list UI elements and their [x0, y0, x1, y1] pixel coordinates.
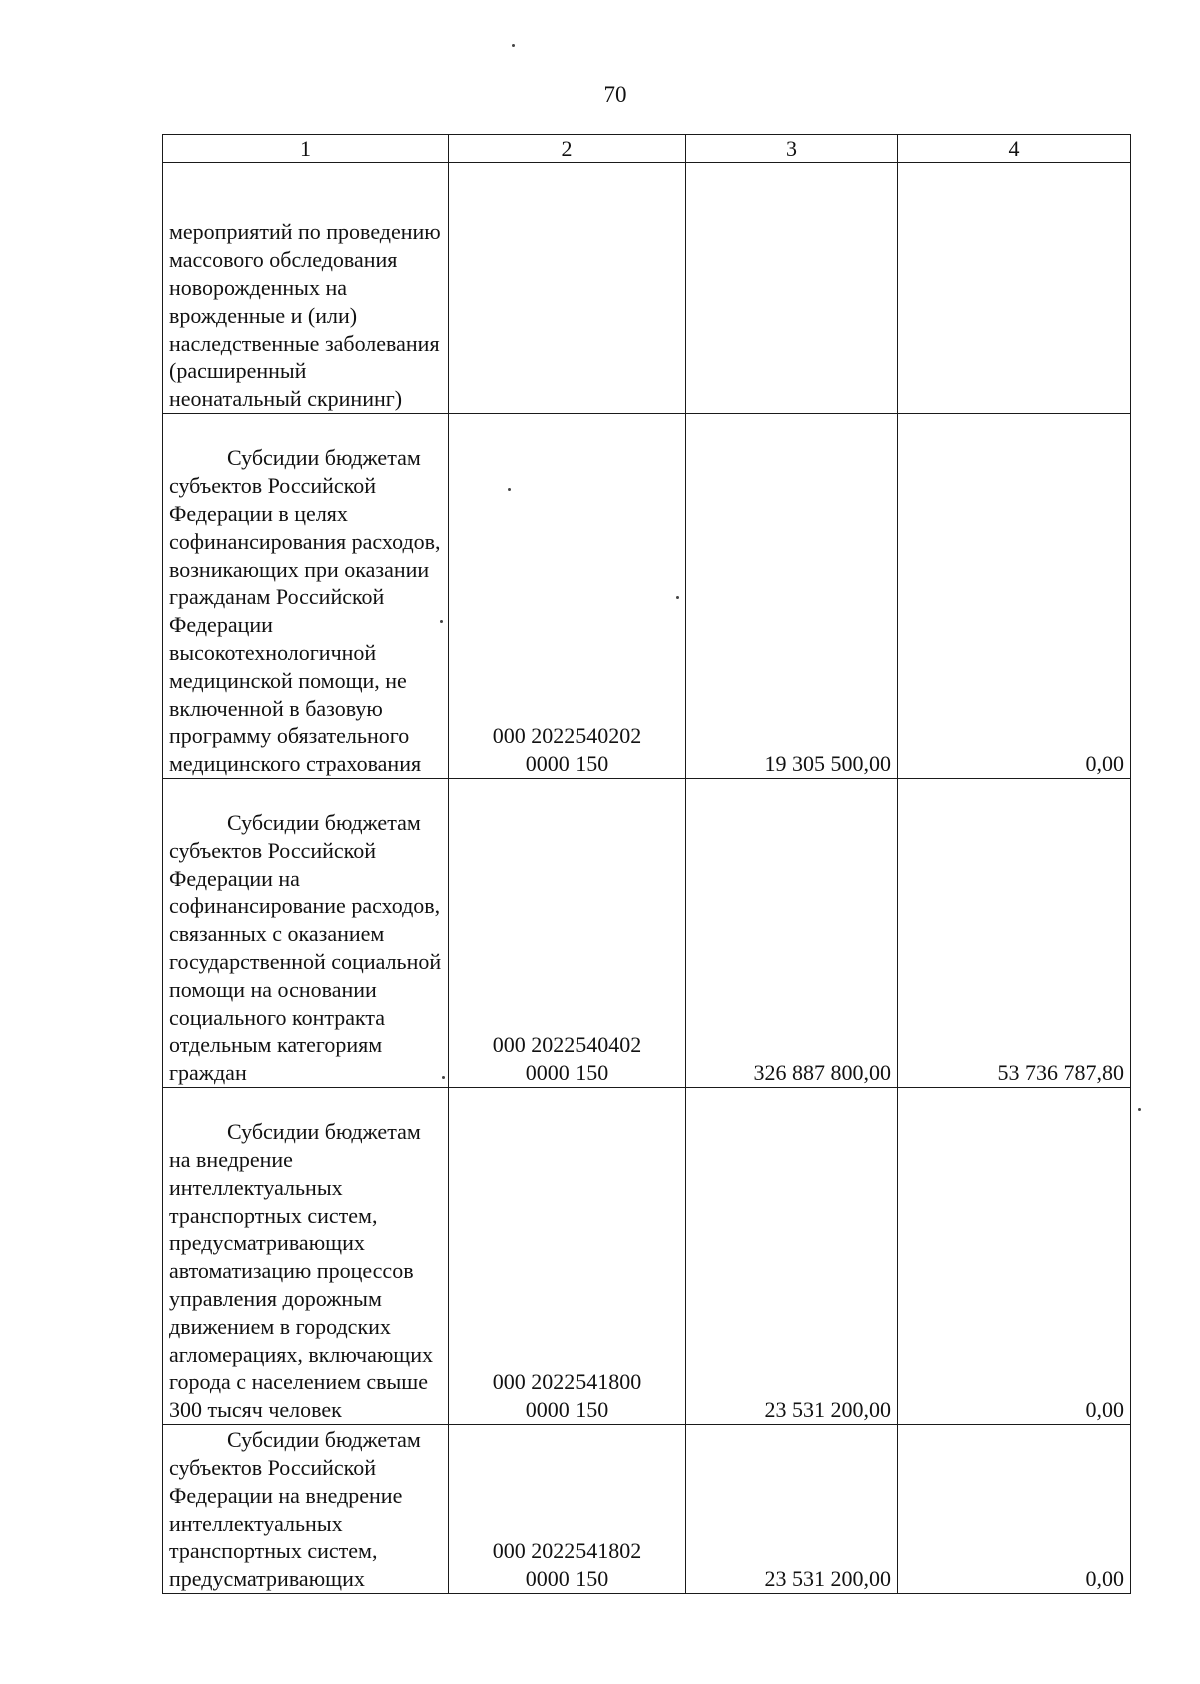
table-row — [163, 163, 1131, 414]
row-name-cell — [163, 1088, 449, 1425]
row-code-cell — [449, 163, 686, 414]
row-value3: 19 305 500,00 — [686, 414, 898, 779]
row-name: Субсидии бюджетам субъектов Российской Федерации на софинансирование расходов, связанных с оказанием государственной социальной помощи на основании социального контракта отдельным категориям граждан — [169, 810, 442, 1086]
scan-speck — [1138, 1108, 1141, 1111]
row-name: Субсидии бюджетам на внедрение интеллектуальных транспортных систем, предусматривающих автоматизацию процессов управления дорожным движением в городских агломерациях, включающих города с населением свыше 300 тысяч человек — [169, 1119, 433, 1423]
row-name-cell — [163, 414, 449, 779]
scan-speck — [676, 596, 679, 599]
row-value3 — [686, 163, 898, 414]
row-code-line1: 000 2022540402 — [492, 1032, 642, 1058]
row-code-line1: 000 2022541800 — [492, 1369, 642, 1395]
column-header-1: 1 — [163, 135, 449, 163]
column-header-3: 3 — [686, 135, 898, 163]
row-code-cell — [449, 1425, 686, 1594]
budget-table — [162, 134, 1131, 1594]
row-code-cell — [449, 1088, 686, 1425]
row-name-cell — [163, 163, 449, 414]
row-value3: 23 531 200,00 — [686, 1425, 898, 1594]
table-row — [163, 414, 1131, 779]
row-code-line2: 0000 150 — [525, 1397, 609, 1423]
row-value4 — [898, 163, 1131, 414]
table-header-row — [163, 135, 1131, 163]
row-name: Субсидии бюджетам субъектов Российской Федерации на внедрение интеллектуальных транспортных систем, предусматривающих — [169, 1427, 421, 1592]
row-code-cell — [449, 414, 686, 779]
row-value4: 0,00 — [898, 1425, 1131, 1594]
scan-speck — [440, 620, 443, 623]
row-value4: 0,00 — [898, 414, 1131, 779]
row-code-line2: 0000 150 — [525, 751, 609, 777]
row-code-line2: 0000 150 — [525, 1566, 609, 1592]
row-code-cell — [449, 779, 686, 1088]
column-header-2: 2 — [449, 135, 686, 163]
table-row — [163, 1425, 1131, 1594]
row-value3: 23 531 200,00 — [686, 1088, 898, 1425]
table-row — [163, 779, 1131, 1088]
table-row — [163, 1088, 1131, 1425]
scan-speck — [442, 1076, 445, 1079]
row-code-line1: 000 2022541802 — [492, 1538, 642, 1564]
row-name-cell — [163, 779, 449, 1088]
row-code-line1: 000 2022540202 — [492, 723, 642, 749]
row-name-cell — [163, 1425, 449, 1594]
row-code-line2: 0000 150 — [525, 1060, 609, 1086]
row-value3: 326 887 800,00 — [686, 779, 898, 1088]
page-number: 70 — [603, 82, 627, 107]
row-value4: 53 736 787,80 — [898, 779, 1131, 1088]
row-name: Субсидии бюджетам субъектов Российской Федерации в целях софинансирования расходов, возникающих при оказании гражданам Российской Федерации высокотехнологичной медицинской помощи, не включенной в базовую программу обязательного медицинского страхования — [169, 445, 441, 777]
scan-speck — [508, 488, 511, 491]
scan-speck — [512, 44, 515, 47]
row-name: мероприятий по проведению массового обследования новорожденных на врожденные и (или) наследственные заболевания (расширенный неонатальный скрининг) — [169, 219, 441, 412]
row-value4: 0,00 — [898, 1088, 1131, 1425]
column-header-4: 4 — [898, 135, 1131, 163]
